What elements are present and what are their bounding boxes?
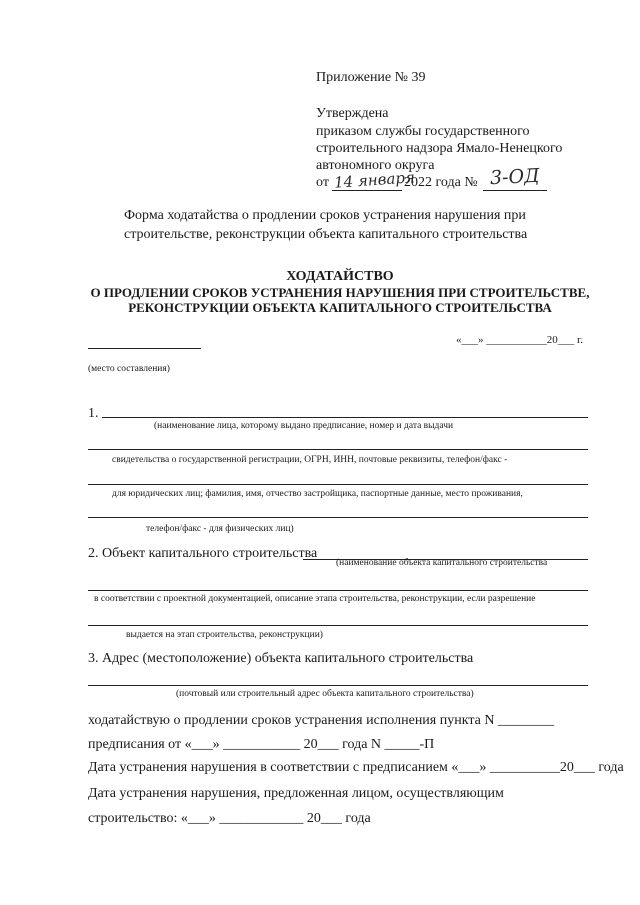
item2-caption-1: (наименование объекта капитального строительства: [336, 558, 548, 568]
approval-line-4: автономного округа: [316, 158, 435, 173]
item1-number: 1.: [88, 406, 99, 421]
item1-field-3[interactable]: [88, 484, 588, 485]
item3-label: 3. Адрес (местоположение) объекта капитального строительства: [88, 651, 474, 666]
item2-caption-2: в соответствии с проектной документацией, описание этапа строительства, реконструкции, если разрешение: [94, 594, 536, 604]
body-line-2: предписания от «___» ___________ 20___ года N _____-П: [88, 737, 435, 752]
body-line-3: Дата устранения нарушения в соответствии с предписанием «___» __________20___ года: [88, 760, 624, 775]
form-title-line-1: Форма ходатайства о продлении сроков устранения нарушения при: [124, 208, 526, 223]
body-line-5: строительство: «___» ____________ 20___ года: [88, 811, 371, 826]
document-heading-line-3: РЕКОНСТРУКЦИИ ОБЪЕКТА КАПИТАЛЬНОГО СТРОИТЕЛЬСТВА: [128, 300, 552, 315]
item2-field-2[interactable]: [88, 590, 588, 591]
item1-field-2[interactable]: [88, 449, 588, 450]
item1-field-4[interactable]: [88, 517, 588, 518]
place-caption: (место составления): [88, 364, 170, 374]
item1-caption-4: телефон/факс - для физических лиц): [146, 524, 294, 534]
item3-field[interactable]: [88, 685, 588, 686]
number-underline: [483, 190, 547, 191]
approval-year: 2022 года №: [404, 175, 478, 190]
item1-caption-1: (наименование лица, которому выдано предписание, номер и дата выдачи: [154, 421, 454, 431]
item2-label: 2. Объект капитального строительства: [88, 546, 318, 561]
body-line-1: ходатайствую о продлении сроков устранения исполнения пункта N ________: [88, 713, 554, 728]
approval-from: от: [316, 175, 329, 190]
approval-line-2: приказом службы государственного: [316, 124, 530, 139]
appendix-number: Приложение № 39: [316, 70, 426, 85]
document-heading: ХОДАТАЙСТВО: [286, 269, 394, 284]
item2-caption-3: выдается на этап строительства, реконструкции): [126, 630, 323, 640]
item2-field-3[interactable]: [88, 625, 588, 626]
item1-caption-2: свидетельства о государственной регистрации, ОГРН, ИНН, почтовые реквизиты, телефон/факс -: [112, 455, 508, 465]
item1-caption-3: для юридических лиц; фамилия, имя, отчество застройщика, паспортные данные, место проживания,: [112, 489, 523, 499]
handwritten-number: 3-ОД: [489, 164, 541, 190]
item1-field-1[interactable]: [102, 417, 588, 418]
date-field[interactable]: «___» ___________20___ г.: [456, 334, 584, 346]
form-title-line-2: строительстве, реконструкции объекта капитального строительства: [124, 227, 528, 242]
item3-caption: (почтовый или строительный адрес объекта капитального строительства): [176, 689, 474, 699]
approval-line-1: Утверждена: [316, 106, 389, 121]
body-line-4: Дата устранения нарушения, предложенная лицом, осуществляющим: [88, 786, 504, 801]
document-heading-line-2: О ПРОДЛЕНИИ СРОКОВ УСТРАНЕНИЯ НАРУШЕНИЯ ПРИ СТРОИТЕЛЬСТВЕ,: [90, 285, 590, 300]
approval-line-3: строительного надзора Ямало-Ненецкого: [316, 141, 563, 156]
handwritten-date: 14 января: [333, 168, 416, 192]
place-field[interactable]: [88, 348, 201, 349]
